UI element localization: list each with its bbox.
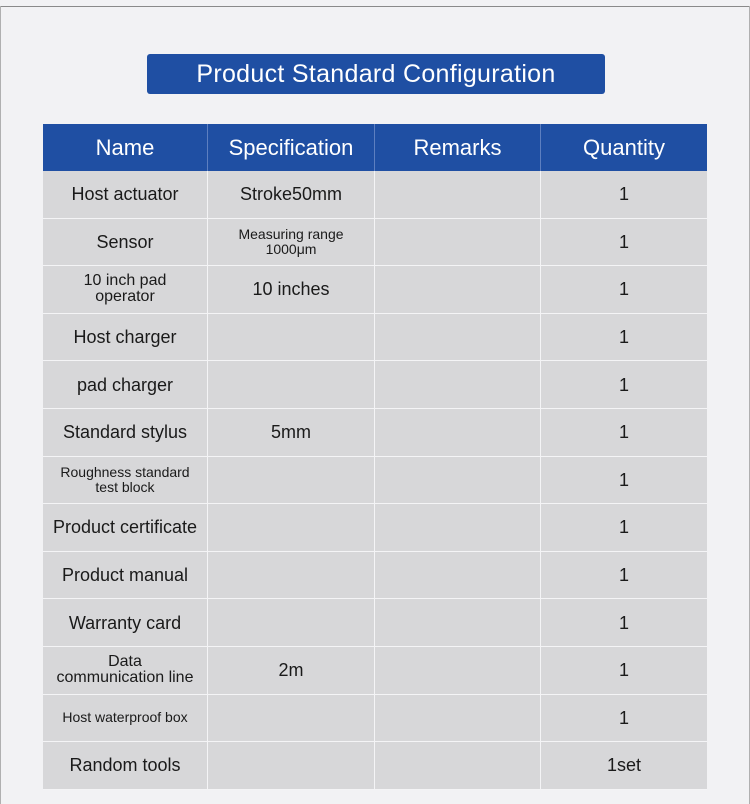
cell-quantity: 1 [541,457,707,505]
cell-specification [208,361,375,409]
cell-specification [208,504,375,552]
cell-name: Host charger [43,314,208,362]
cell-specification [208,457,375,505]
cell-name: Sensor [43,219,208,267]
cell-name: Host actuator [43,171,208,219]
cell-remarks [375,552,541,600]
cell-quantity: 1 [541,266,707,314]
cell-specification: 2m [208,647,375,695]
cell-quantity: 1 [541,219,707,267]
cell-remarks [375,171,541,219]
column-header-quantity: Quantity [541,124,707,171]
cell-name: Standard stylus [43,409,208,457]
cell-name: Roughness standard test block [43,457,208,505]
cell-remarks [375,742,541,790]
cell-specification [208,599,375,647]
cell-quantity: 1 [541,409,707,457]
cell-specification: 10 inches [208,266,375,314]
cell-specification: Measuring range 1000μm [208,219,375,267]
column-header-specification: Specification [208,124,375,171]
cell-quantity: 1 [541,504,707,552]
column-header-name: Name [43,124,208,171]
cell-remarks [375,647,541,695]
cell-quantity: 1 [541,314,707,362]
cell-quantity: 1set [541,742,707,790]
cell-remarks [375,695,541,743]
cell-specification: 5mm [208,409,375,457]
cell-quantity: 1 [541,552,707,600]
cell-specification [208,742,375,790]
cell-quantity: 1 [541,647,707,695]
top-border-line [0,6,750,7]
cell-remarks [375,219,541,267]
cell-name: Host waterproof box [43,695,208,743]
cell-remarks [375,599,541,647]
page-title: Product Standard Configuration [147,54,605,94]
cell-remarks [375,314,541,362]
cell-quantity: 1 [541,171,707,219]
cell-quantity: 1 [541,599,707,647]
cell-remarks [375,409,541,457]
cell-name: Random tools [43,742,208,790]
cell-specification: Stroke50mm [208,171,375,219]
cell-specification [208,314,375,362]
cell-name: Data communication line [43,647,208,695]
cell-name: Product manual [43,552,208,600]
cell-name: Warranty card [43,599,208,647]
cell-remarks [375,361,541,409]
cell-remarks [375,266,541,314]
cell-name: 10 inch pad operator [43,266,208,314]
cell-specification [208,552,375,600]
cell-name: Product certificate [43,504,208,552]
cell-quantity: 1 [541,695,707,743]
configuration-table [43,124,707,790]
left-border-line [0,6,1,804]
cell-remarks [375,504,541,552]
cell-name: pad charger [43,361,208,409]
cell-quantity: 1 [541,361,707,409]
cell-remarks [375,457,541,505]
cell-specification [208,695,375,743]
column-header-remarks: Remarks [375,124,541,171]
